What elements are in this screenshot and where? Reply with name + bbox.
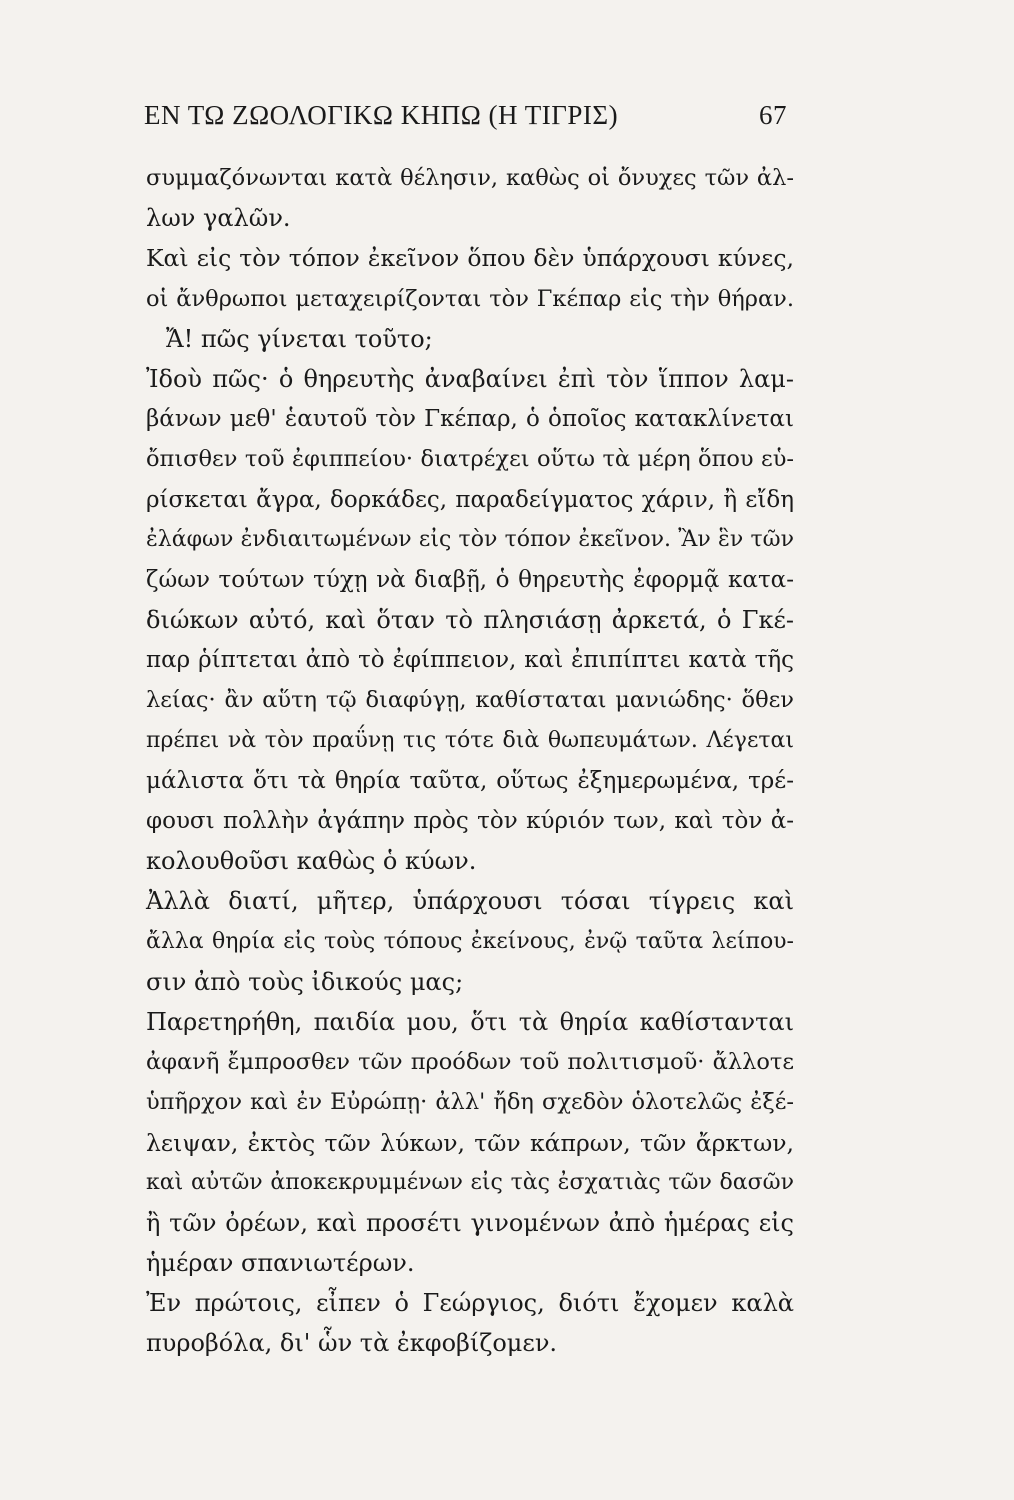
text-line: ζώων τούτων τύχῃ νὰ διαβῇ, ὁ θηρευτὴς ἐφορμᾷ κατα-	[146, 566, 794, 593]
text-line: Ἰδοὺ πῶς· ὁ θηρευτὴς ἀναβαίνει ἐπὶ τὸν ἵππον λαμ-	[146, 364, 794, 393]
text-line: Ἐν πρώτοις, εἶπεν ὁ Γεώργιος, διότι ἔχομεν καλὰ	[146, 1289, 794, 1318]
text-line: λείας· ἂν αὕτη τῷ διαφύγῃ, καθίσταται μανιώδης· ὅθεν	[146, 687, 794, 714]
text-line: λων γαλῶν.	[146, 204, 291, 233]
text-line: μάλιστα ὅτι τὰ θηρία ταῦτα, οὕτως ἐξημερωμένα, τρέ-	[146, 767, 794, 794]
running-title: ΕΝ ΤΩ ΖΩΟΛΟΓΙΚΩ ΚΗΠΩ (Η ΤΙΓΡΙΣ)	[144, 100, 619, 130]
text-line: ἢ τῶν ὀρέων, καὶ προσέτι γινομένων ἀπὸ ἡμέρας εἰς	[146, 1208, 794, 1237]
text-line: Ἀλλὰ διατί, μῆτερ, ὑπάρχουσι τόσαι τίγρεις καὶ	[146, 887, 794, 916]
text-line: καὶ αὐτῶν ἀποκεκρυμμένων εἰς τὰς ἐσχατιὰς τῶν δασῶν	[146, 1169, 794, 1195]
text-line: ἀφανῆ ἔμπροσθεν τῶν προόδων τοῦ πολιτισμοῦ· ἄλλοτε	[146, 1049, 794, 1076]
text-line: Ἄ! πῶς γίνεται τοῦτο;	[166, 324, 433, 353]
text-line: λειψαν, ἐκτὸς τῶν λύκων, τῶν κάπρων, τῶν ἄρκτων,	[146, 1128, 794, 1157]
text-line: βάνων μεθ' ἑαυτοῦ τὸν Γκέπαρ, ὁ ὁποῖος κατακλίνεται	[146, 406, 794, 433]
text-line: κολουθοῦσι καθὼς ὁ κύων.	[146, 847, 477, 876]
page-number: 67	[759, 100, 787, 130]
text-line: Καὶ εἰς τὸν τόπον ἐκεῖνον ὅπου δὲν ὑπάρχουσι κύνες,	[146, 244, 794, 273]
page-header	[144, 100, 787, 140]
text-line: συμμαζόνωνται κατὰ θέλησιν, καθὼς οἱ ὄνυχες τῶν ἀλ-	[146, 165, 794, 191]
text-line: σιν ἀπὸ τοὺς ἰδικούς μας;	[146, 967, 464, 996]
text-line: οἱ ἄνθρωποι μεταχειρίζονται τὸν Γκέπαρ εἰς τὴν θήραν.	[146, 285, 794, 312]
text-line: φουσι πολλὴν ἀγάπην πρὸς τὸν κύριόν των, καὶ τὸν ἀ-	[146, 808, 794, 834]
text-line: ὄπισθεν τοῦ ἐφιππείου· διατρέχει οὕτω τὰ μέρη ὅπου εὑ-	[146, 446, 794, 473]
text-line: Παρετηρήθη, παιδία μου, ὅτι τὰ θηρία καθίστανται	[146, 1007, 794, 1036]
text-line: πυροβόλα, δι' ὧν τὰ ἐκφοβίζομεν.	[146, 1329, 558, 1358]
text-line: ἐλάφων ἐνδιαιτωμένων εἰς τὸν τόπον ἐκεῖνον. Ἂν ἓν τῶν	[146, 526, 794, 552]
text-line: παρ ῥίπτεται ἀπὸ τὸ ἐφίππειον, καὶ ἐπιπίπτει κατὰ τῆς	[146, 647, 794, 674]
text-line: ἄλλα θηρία εἰς τοὺς τόπους ἐκείνους, ἐνῷ ταῦτα λείπου-	[146, 928, 794, 954]
text-line: ρίσκεται ἄγρα, δορκάδες, παραδείγματος χάριν, ἢ εἴδη	[146, 486, 794, 513]
text-line: πρέπει νὰ τὸν πραΰνῃ τις τότε διὰ θωπευμάτων. Λέγεται	[146, 727, 794, 753]
text-line: διώκων αὐτό, καὶ ὅταν τὸ πλησιάσῃ ἀρκετά, ὁ Γκέ-	[146, 606, 794, 635]
body-text	[146, 158, 794, 1364]
text-line: ὑπῆρχον καὶ ἐν Εὐρώπῃ· ἀλλ' ἤδη σχεδὸν ὁλοτελῶς ἐξέ-	[146, 1089, 794, 1116]
text-line: ἡμέραν σπανιωτέρων.	[146, 1249, 415, 1278]
